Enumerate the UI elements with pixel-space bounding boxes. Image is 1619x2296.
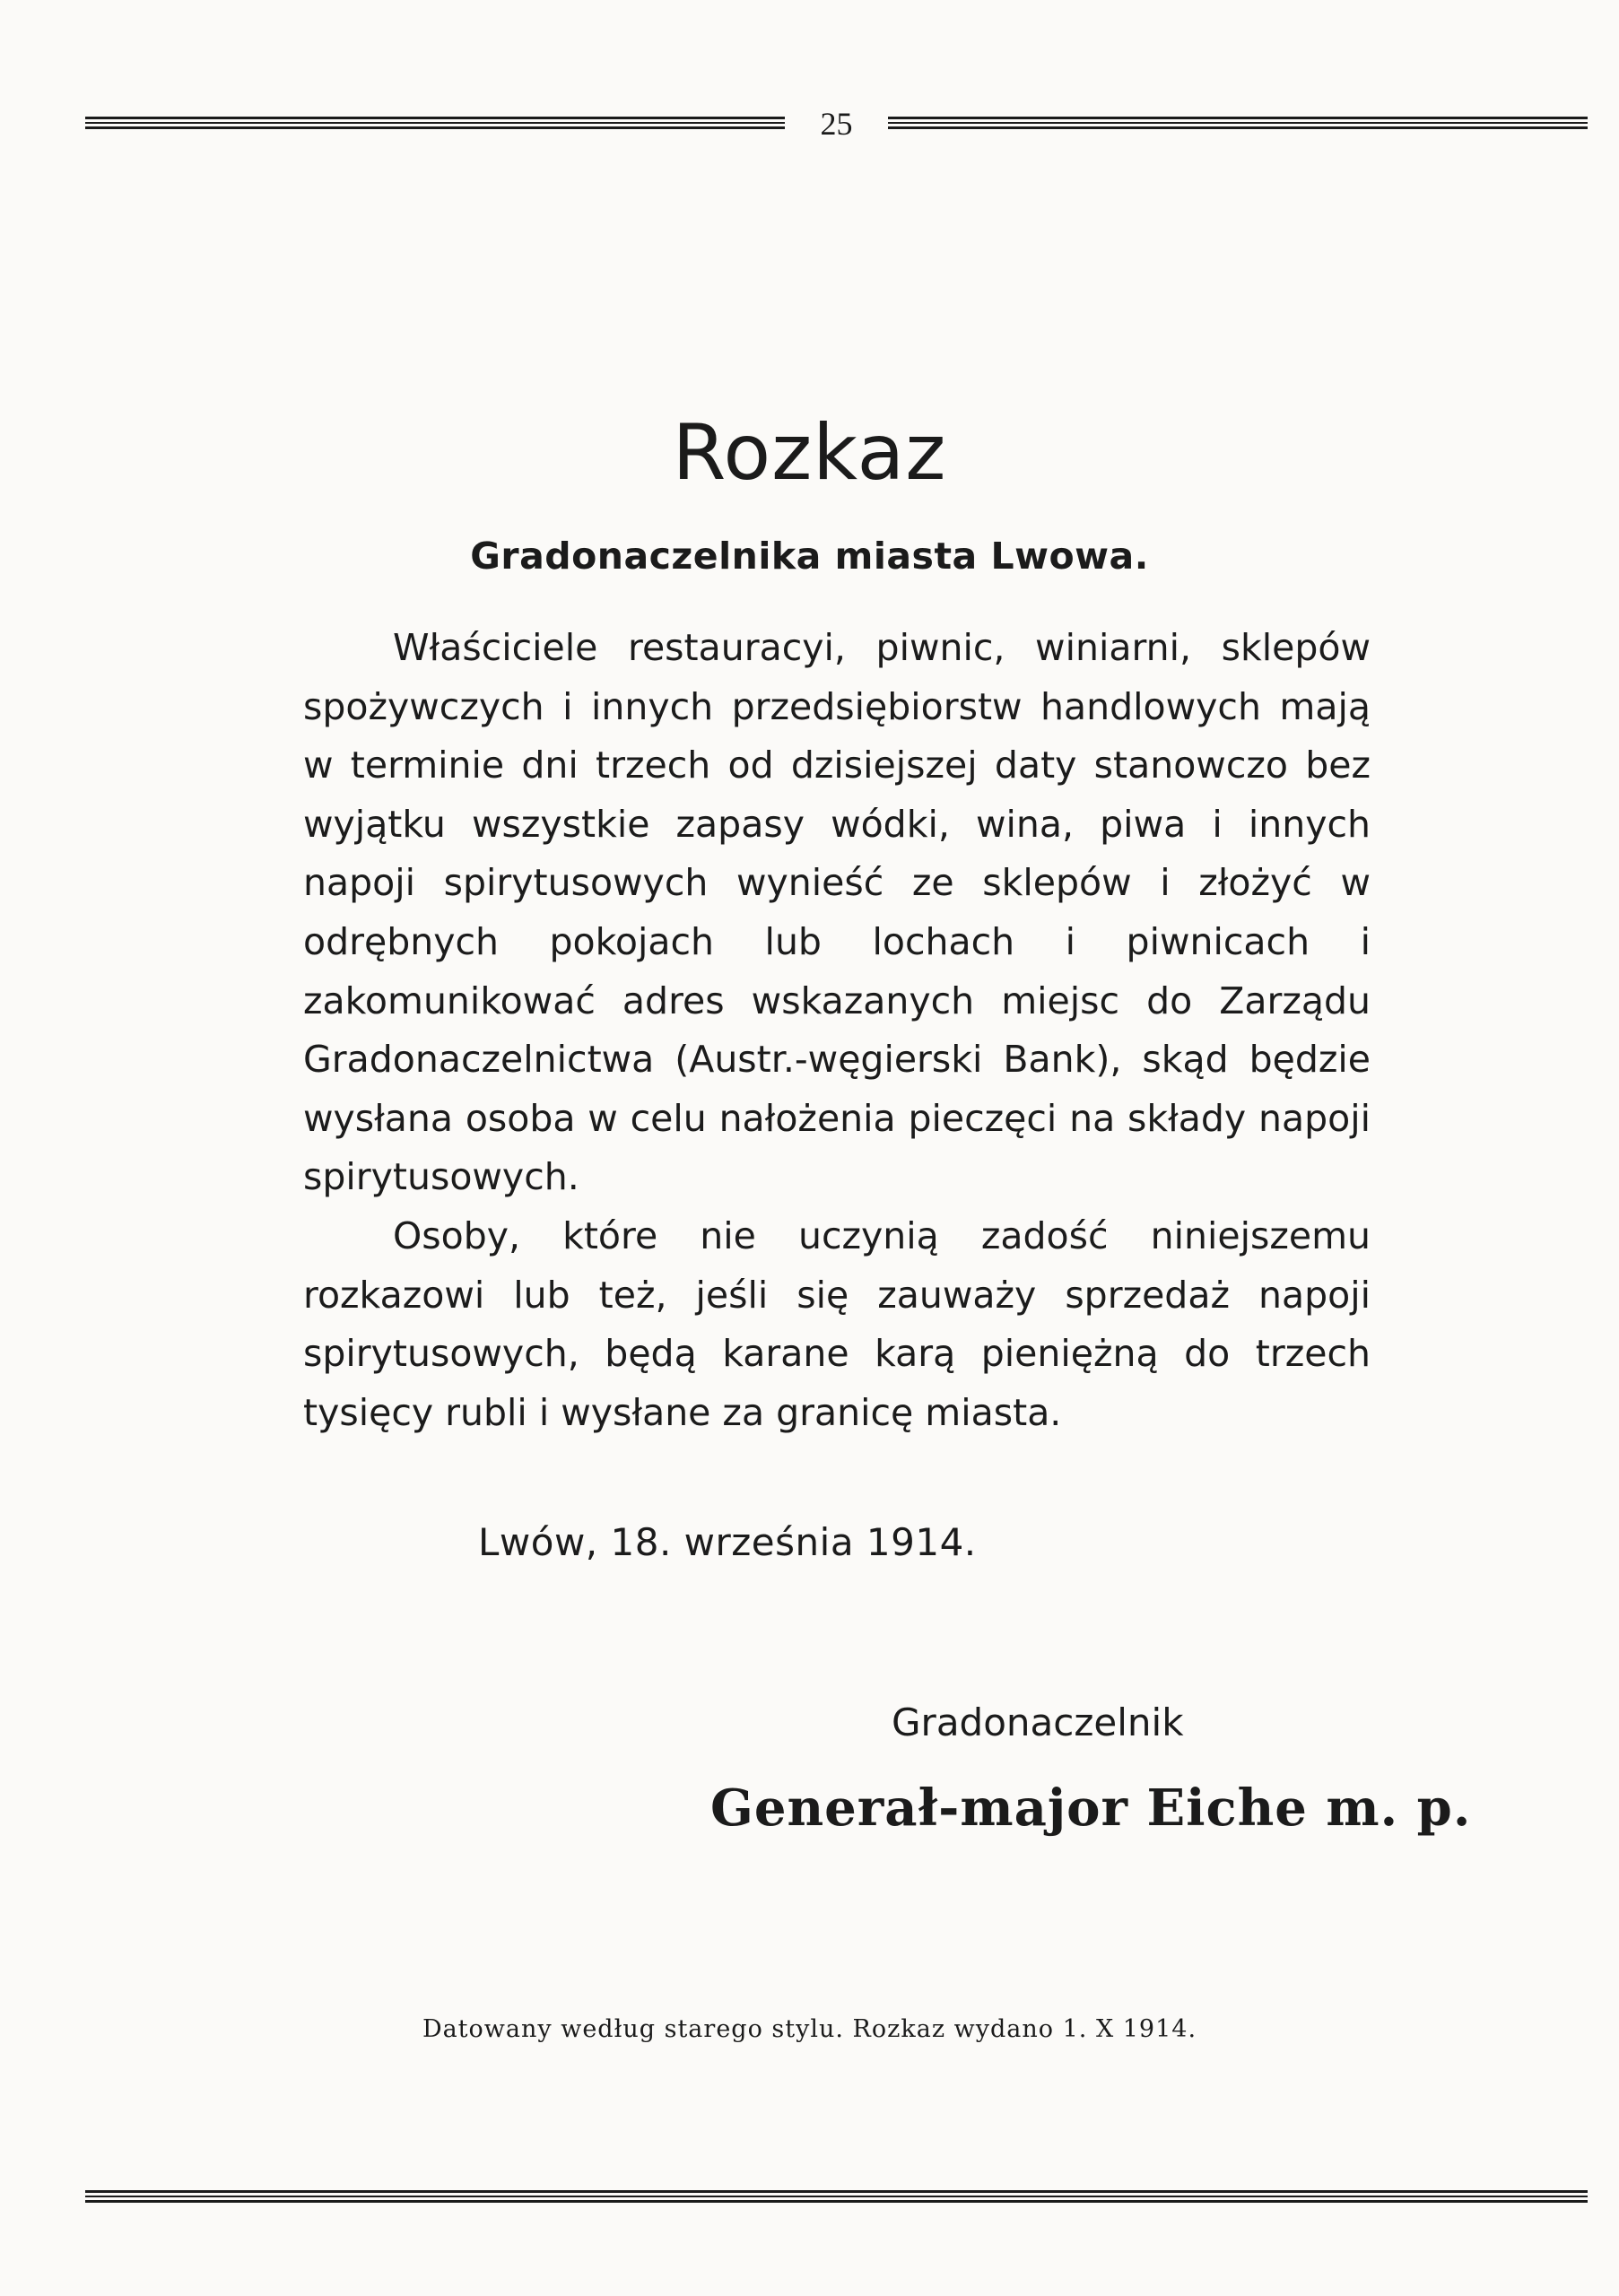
- header-rule-right: [888, 117, 1588, 129]
- page-number: 25: [820, 106, 853, 142]
- header-rule: [85, 106, 1588, 142]
- signature-title: Gradonaczelnik: [892, 1700, 1184, 1744]
- footer-rule: [85, 2190, 1588, 2205]
- place-and-date: Lwów, 18. września 1914.: [478, 1520, 977, 1564]
- document-subtitle: Gradonaczelnika miasta Lwowa.: [470, 535, 1149, 578]
- body-text: [303, 619, 1371, 1442]
- paragraph-2: Osoby, które nie uczynią zadość niniejszemu rozkazowi lub też, jeśli się zauważy sprzedaż napoji spirytusowych, będą karane karą pieniężną do trzech tysięcy rubli i wysłane za granicę miasta.: [303, 1213, 1371, 1434]
- paragraph-1: Właściciele restauracyi, piwnic, winiarni, sklepów spożywczych i innych przedsiębiorstw handlowych mają w terminie dni trzech od dzisiejszej daty stanowczo bez wyjątku wszystkie zapasy wódki, wina, piwa i innych napoji spirytusowych wynieść ze sklepów i złożyć w odrębnych pokojach lub lochach i piwnicach i zakomunikować adres wskazanych miejsc do Zarządu Gradonaczelnictwa (Austr.-węgierski Bank), skąd będzie wysłana osoba w celu nałożenia pieczęci na składy napoji spirytusowych.: [303, 626, 1371, 1199]
- signature-name: Generał-major Eiche m. p.: [710, 1779, 1472, 1838]
- document-title: Rozkaz: [672, 408, 947, 498]
- footnote: Datowany według starego stylu. Rozkaz wydano 1. X 1914.: [422, 2015, 1197, 2043]
